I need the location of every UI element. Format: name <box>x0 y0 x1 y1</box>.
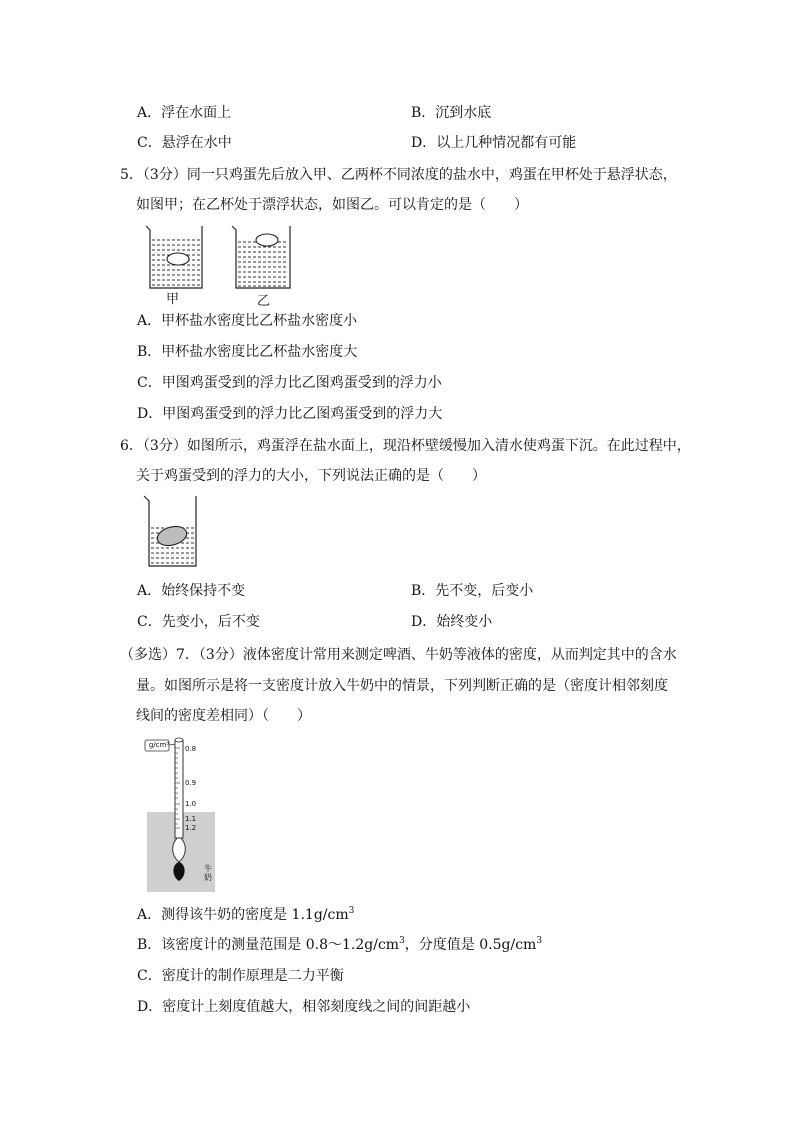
q4-option-d: D．以上几种情况都有可能 <box>411 135 577 151</box>
figure-label-jia: 甲 <box>166 292 180 307</box>
q7-option-b-sup2: 3 <box>536 936 543 946</box>
tick-label-1.1: 1.1 <box>185 815 197 823</box>
q6-option-c: C．先变小，后不变 <box>137 614 260 630</box>
q5-option-d: D．甲图鸡蛋受到的浮力比乙图鸡蛋受到的浮力大 <box>137 406 443 422</box>
egg-suspended <box>167 253 189 265</box>
tick-label-1.0: 1.0 <box>185 800 197 808</box>
tick-label-0.8: 0.8 <box>185 745 197 753</box>
q5-option-c: C．甲图鸡蛋受到的浮力比乙图鸡蛋受到的浮力小 <box>137 375 442 391</box>
q7-option-b-text2: ，分度值是 0.5g/cm <box>404 937 537 953</box>
q7-option-c: C．密度计的制作原理是二力平衡 <box>137 968 344 984</box>
milk-label: 牛奶 <box>204 864 212 882</box>
q7-stem-line1: （多选）7．（3分）液体密度计常用来测定啤酒、牛奶等液体的密度，从而判定其中的含水 <box>120 647 677 663</box>
tick-label-1.2: 1.2 <box>185 824 197 832</box>
beaker-jia <box>146 226 202 288</box>
q6-option-b: B．先不变，后变小 <box>411 583 534 599</box>
beaker-egg-diagram <box>142 494 212 570</box>
q7-option-a-sup: 3 <box>348 906 355 916</box>
q6-option-a: A．始终保持不变 <box>137 583 246 599</box>
figure-label-yi: 乙 <box>257 294 271 309</box>
egg-floating <box>256 234 278 246</box>
q7-option-b-text1: B．该密度计的测量范围是 0.8～1.2g/cm <box>137 937 400 953</box>
q4-option-b: B．沉到水底 <box>411 105 492 121</box>
q7-option-a <box>137 906 354 924</box>
q5-stem-line2: 如图甲；在乙杯处于漂浮状态，如图乙。可以肯定的是（ ） <box>136 197 528 213</box>
tick-label-0.9: 0.9 <box>185 779 197 787</box>
q5-figure <box>140 224 310 308</box>
beaker-yi <box>232 226 290 288</box>
q7-option-b-sup1: 3 <box>399 936 405 946</box>
q7-stem-line2: 量。如图所示是将一支密度计放入牛奶中的情景，下列判断正确的是（密度计相邻刻度 <box>136 678 668 694</box>
q7-stem-line3: 线间的密度差相同）（ ） <box>136 708 311 724</box>
q6-stem-line2: 关于鸡蛋受到的浮力的大小，下列说法正确的是（ ） <box>136 468 486 484</box>
egg-in-salt-water <box>155 523 189 548</box>
q5-stem-line1: 5．（3分）同一只鸡蛋先后放入甲、乙两杯不同浓度的盐水中，鸡蛋在甲杯处于悬浮状态， <box>120 167 677 183</box>
q7-option-d: D．密度计上刻度值越大，相邻刻度线之间的间距越小 <box>137 999 471 1015</box>
hydrometer-figure <box>144 736 218 894</box>
unit-label: g/cm³ <box>148 741 170 749</box>
q4-option-c: C．悬浮在水中 <box>137 135 232 151</box>
q4-option-a: A．浮在水面上 <box>137 105 232 121</box>
q5-option-b: B．甲杯盐水密度比乙杯盐水密度大 <box>137 344 358 360</box>
q6-figure <box>142 494 212 570</box>
q5-option-a: A．甲杯盐水密度比乙杯盐水密度小 <box>137 313 358 329</box>
q6-stem-line1: 6．（3分）如图所示，鸡蛋浮在盐水面上，现沿杯壁缓慢加入清水使鸡蛋下沉。在此过程中， <box>120 438 691 454</box>
q7-option-b <box>137 936 542 954</box>
q7-option-a-text: A．测得该牛奶的密度是 1.1g/cm <box>137 907 349 923</box>
q6-option-d: D．始终变小 <box>411 614 493 630</box>
